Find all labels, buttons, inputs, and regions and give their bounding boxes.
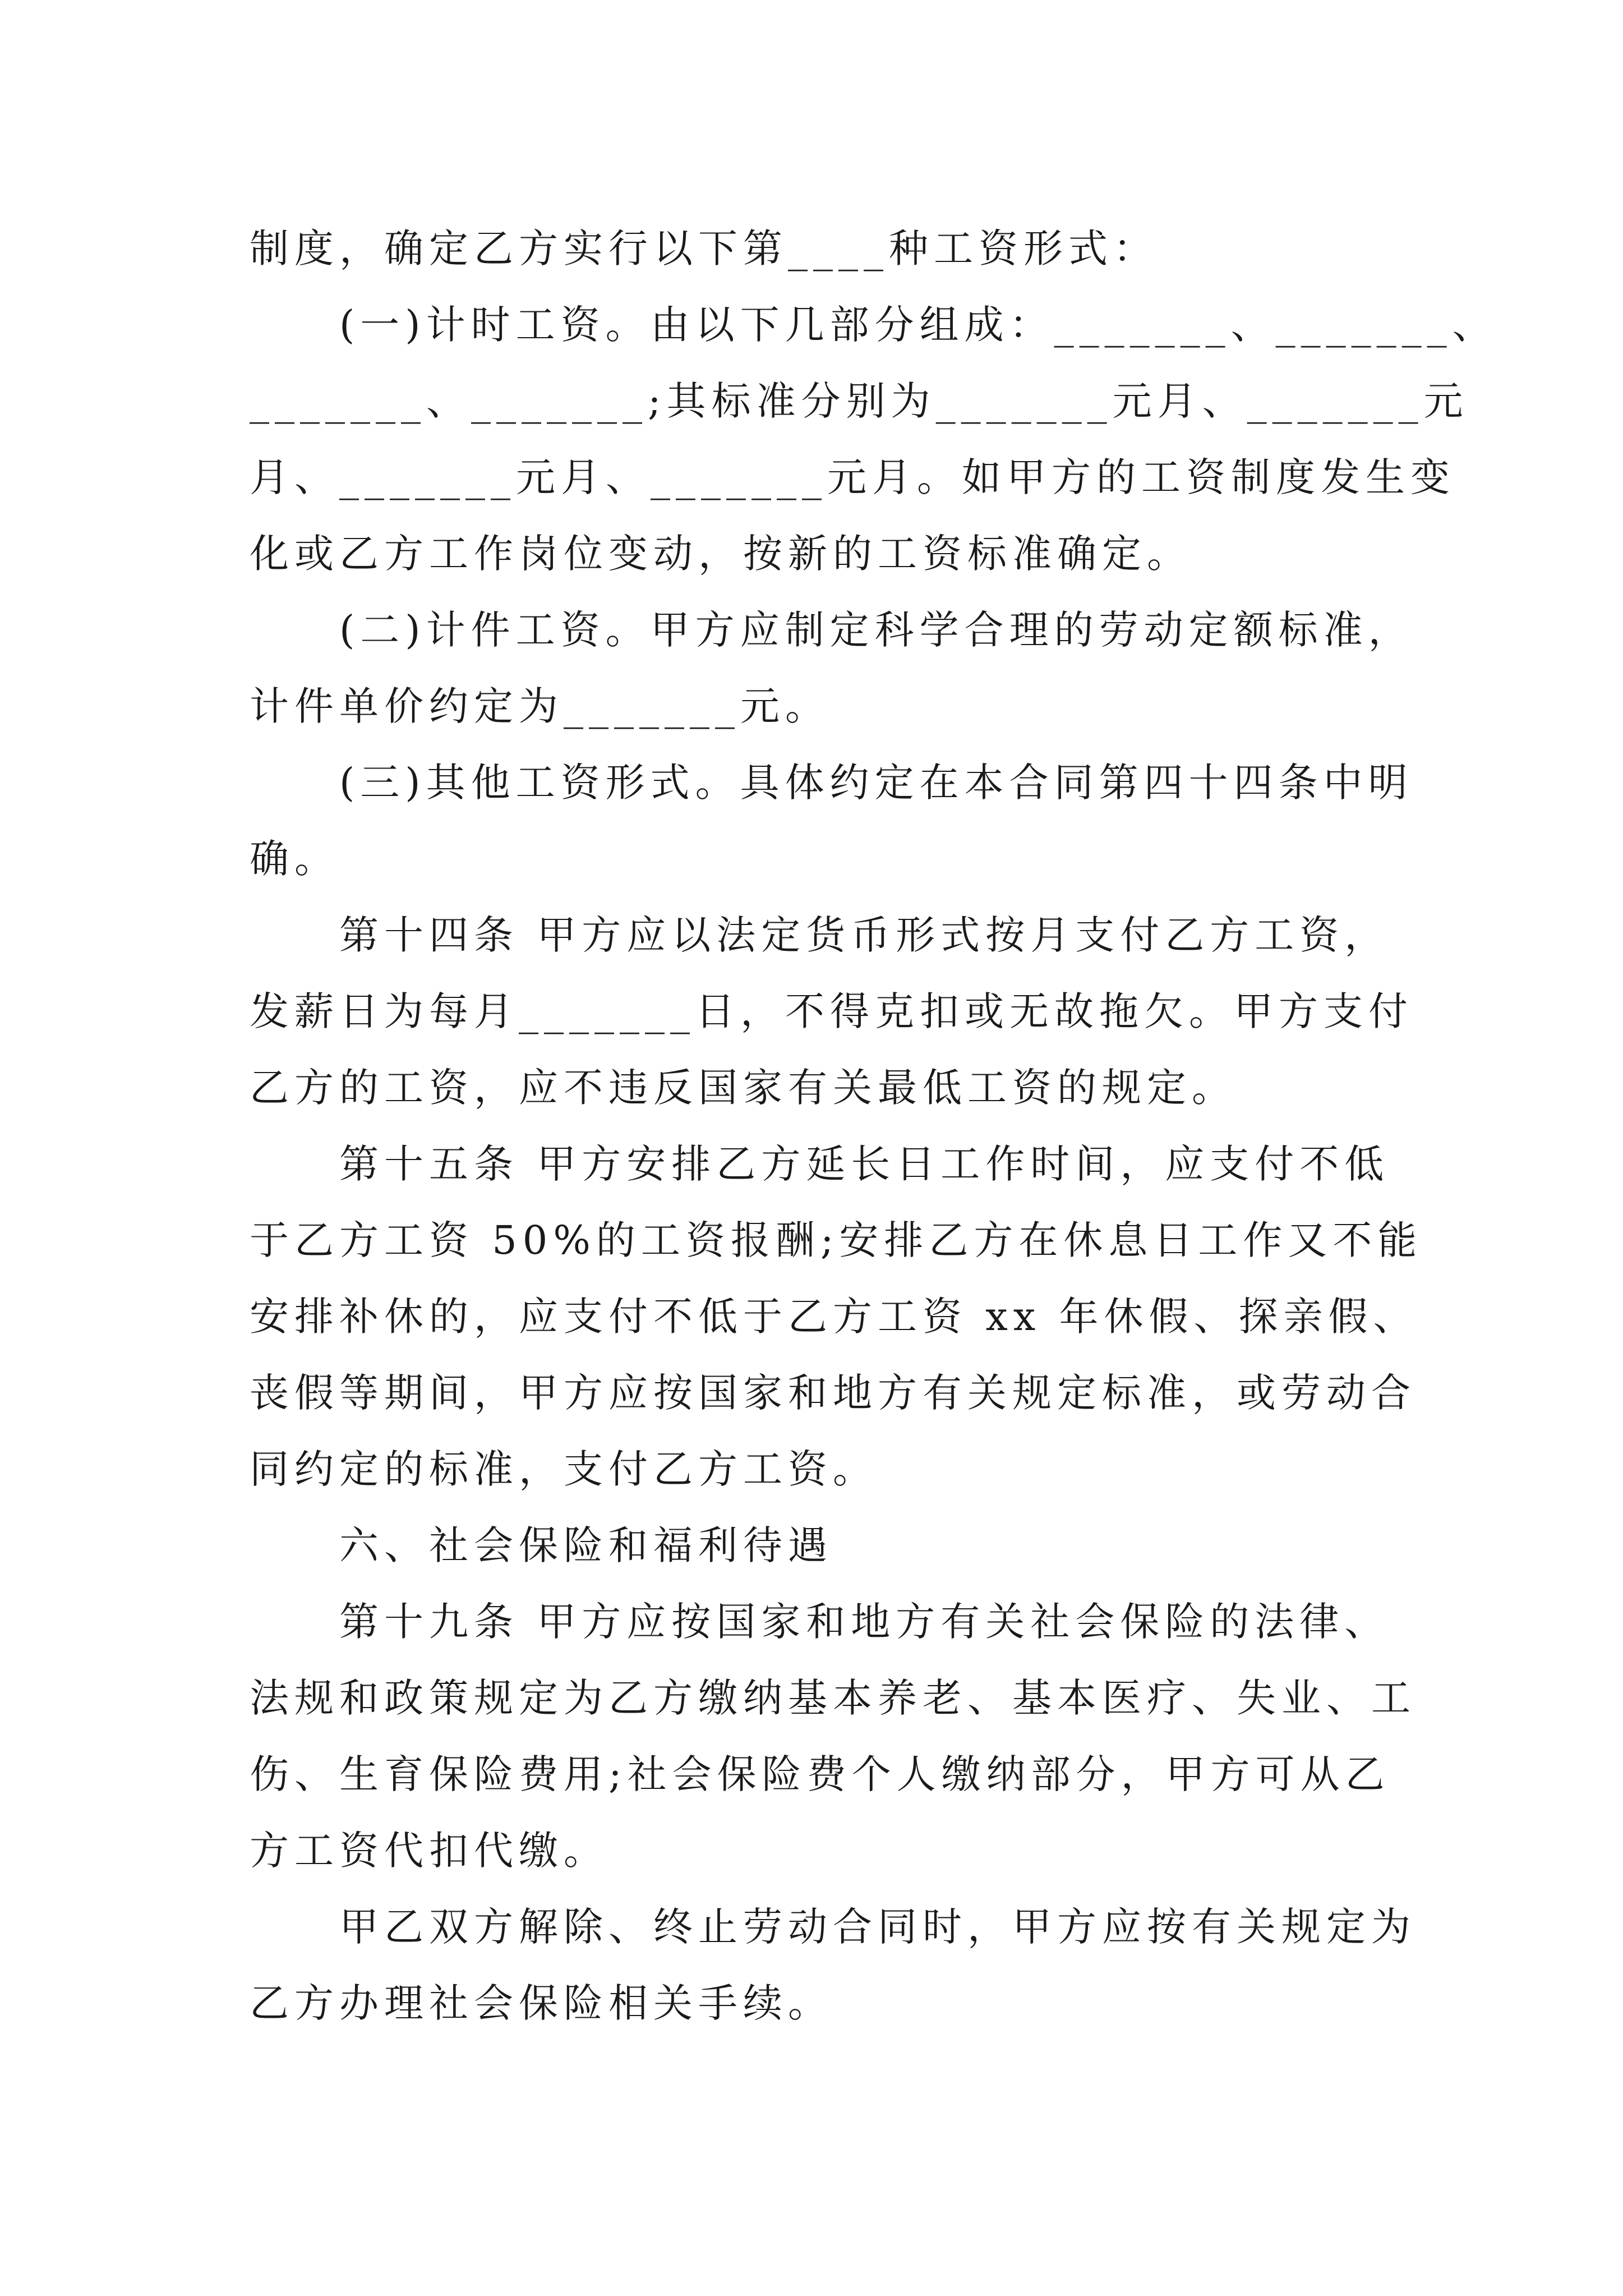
text-line: 发薪日为每月_______日，不得克扣或无故拖欠。甲方支付: [250, 988, 1413, 1034]
text-line: 同约定的标准，支付乙方工资。: [250, 1446, 878, 1492]
text-line: (一)计时工资。由以下几部分组成：_______、_______、: [339, 302, 1497, 348]
text-line: 法规和政策规定为乙方缴纳基本养老、基本医疗、失业、工: [250, 1675, 1416, 1721]
text-line: 于乙方工资 50%的工资报酬;安排乙方在休息日工作又不能: [250, 1217, 1423, 1263]
text-line: 丧假等期间，甲方应按国家和地方有关规定标准，或劳动合: [250, 1370, 1416, 1416]
text-line: 甲乙双方解除、终止劳动合同时，甲方应按有关规定为: [339, 1904, 1416, 1950]
text-line: 方工资代扣代缴。: [250, 1828, 608, 1874]
text-line: 乙方办理社会保险相关手续。: [250, 1980, 833, 2026]
section-heading: 六、社会保险和福利待遇: [339, 1522, 833, 1568]
text-line: 伤、生育保险费用;社会保险费个人缴纳部分，甲方可从乙: [250, 1751, 1390, 1797]
text-line: 制度，确定乙方实行以下第____种工资形式：: [250, 226, 1158, 272]
text-line: 第十五条 甲方安排乙方延长日工作时间，应支付不低: [339, 1141, 1390, 1187]
text-line: _______、_______;其标准分别为_______元月、_______元: [250, 378, 1469, 424]
text-line: 第十四条 甲方应以法定货币形式按月支付乙方工资，: [339, 912, 1390, 958]
text-line: 安排补休的，应支付不低于乙方工资 xx 年休假、探亲假、: [250, 1294, 1418, 1340]
text-line: 确。: [250, 836, 339, 882]
text-line: 月、_______元月、_______元月。如甲方的工资制度发生变: [250, 454, 1455, 500]
text-line: (三)其他工资形式。具体约定在本合同第四十四条中明: [339, 760, 1413, 806]
text-line: 计件单价约定为_______元。: [250, 683, 830, 729]
text-line: 乙方的工资，应不违反国家有关最低工资的规定。: [250, 1065, 1237, 1111]
text-line: 化或乙方工作岗位变动，按新的工资标准确定。: [250, 531, 1192, 577]
text-line: (二)计件工资。甲方应制定科学合理的劳动定额标准，: [339, 607, 1413, 653]
text-line: 第十九条 甲方应按国家和地方有关社会保险的法律、: [339, 1599, 1390, 1645]
